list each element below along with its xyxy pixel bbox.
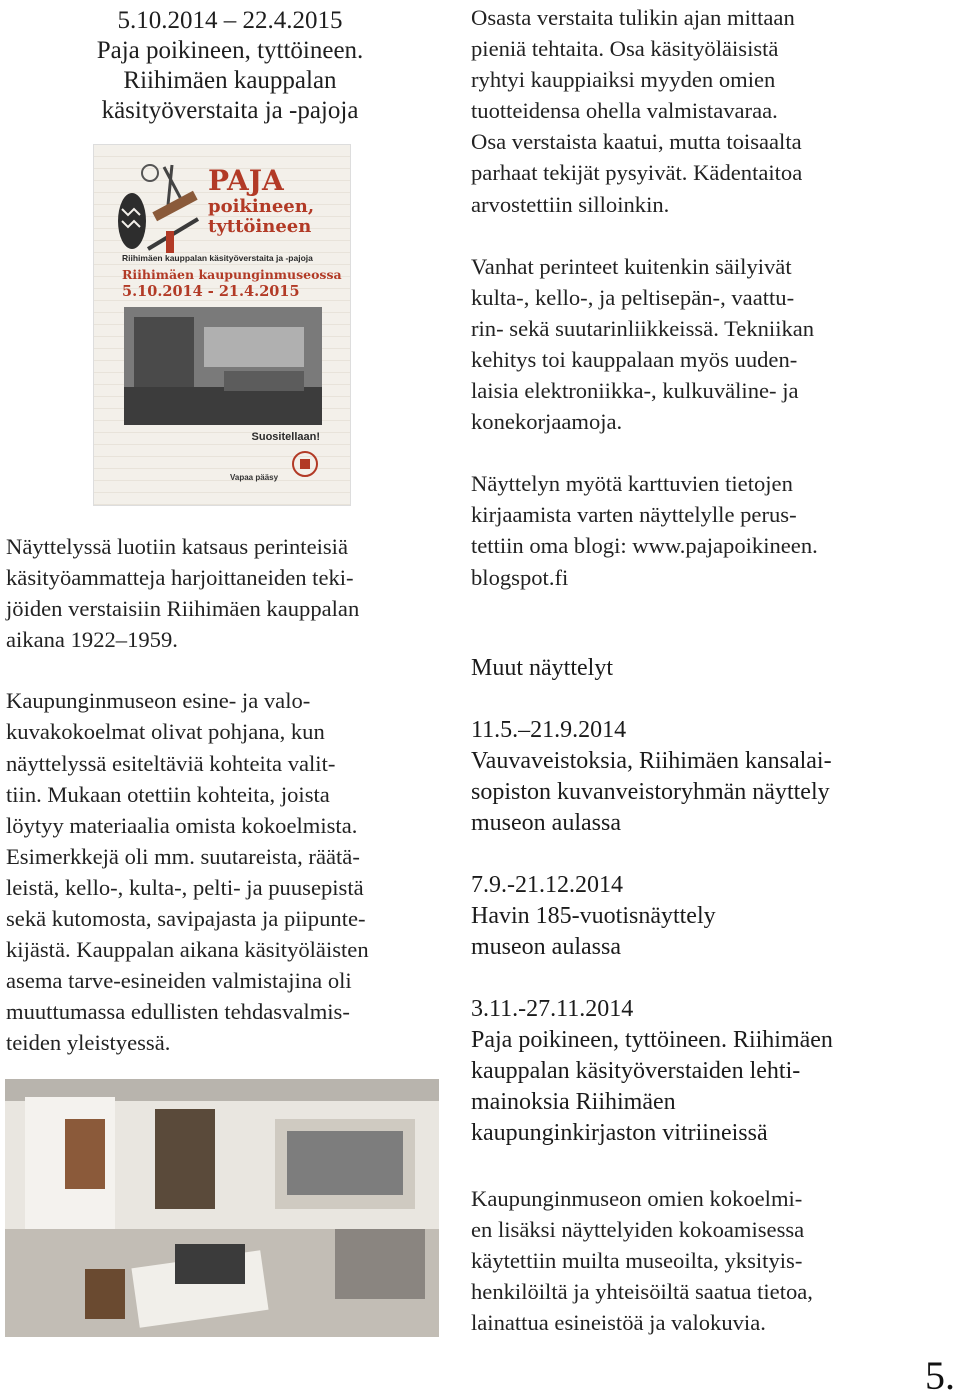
exhibition-line: museon aulassa: [471, 810, 621, 836]
text-line: tiin. Mukaan otettiin kohteita, joista: [6, 781, 330, 807]
poster-venue: Riihimäen kaupunginmuseossa: [122, 267, 342, 282]
text-line: löytyy materiaalia omista kokoelmista.: [6, 812, 358, 838]
text-line: Osa verstaista kaatui, mutta toisaalta: [471, 129, 802, 155]
poster-subtitle-line: poikineen,: [208, 196, 315, 217]
text-line: Kaupunginmuseon esine- ja valo-: [6, 688, 311, 714]
collections-paragraph: [6, 685, 442, 1058]
text-line: Esimerkkejä oli mm. suutareista, räätä-: [6, 843, 360, 869]
poster-welcome: Suositellaan!: [251, 431, 320, 443]
text-line: rin- sekä suutarinliikkeissä. Tekniikan: [471, 315, 815, 341]
text-line: blogspot.fi: [471, 564, 569, 590]
text-line: käytettiin muilta museoilta, yksityis-: [471, 1248, 803, 1274]
text-line: Vanhat perinteet kuitenkin säilyivät: [471, 253, 792, 279]
text-line: arvostettiin silloinkin.: [471, 191, 670, 217]
text-line: Osasta verstaita tulikin ajan mittaan: [471, 5, 795, 30]
text-line: henkilöiltä ja yhteisöiltä saatua tietoa,: [471, 1279, 813, 1305]
text-line: asema tarve-esineiden valmistajina oli: [6, 968, 352, 994]
sources-paragraph: [471, 1183, 951, 1338]
museum-logo-icon: [292, 451, 318, 477]
text-line: kuvakokoelmat olivat pohjana, kun: [6, 719, 325, 745]
other-exhibitions: [471, 653, 951, 1149]
tools-illustration-icon: [112, 161, 204, 257]
poster-subtitle-line: tyttöineen: [208, 216, 312, 237]
poster-free-entry: Vapaa pääsy: [230, 473, 279, 482]
exhibition-poster: [94, 145, 350, 505]
text-line: jöiden verstaisiin Riihimäen kauppalan: [6, 596, 360, 622]
text-line: kulta-, kello-, ja peltisepän-, vaattu-: [471, 284, 795, 310]
exhibition-dates: 11.5.–21.9.2014: [471, 717, 627, 743]
text-line: leistä, kello-, kulta-, pelti- ja puusepistä: [6, 874, 364, 900]
exhibition-line: Vauvaveistoksia, Riihimäen kansalai-: [471, 748, 832, 774]
exhibition-line: kauppalan käsityöverstaiden lehti-: [471, 1058, 801, 1084]
header-title: Paja poikineen, tyttöineen.: [96, 37, 364, 64]
exhibition-line: Havin 185-vuotisnäyttely: [471, 903, 716, 929]
blog-paragraph: [471, 468, 951, 592]
header-subtitle-1: Riihimäen kauppalan: [123, 67, 337, 94]
other-exhibitions-heading: Muut näyttelyt: [471, 655, 613, 681]
text-line: aikana 1922–1959.: [6, 627, 178, 653]
text-line: näyttelyssä esiteltäviä kohteita valit-: [6, 750, 336, 776]
text-line: Näyttelyssä luotiin katsaus perinteisiä: [6, 534, 348, 559]
text-line: Näyttelyn myötä karttuvien tietojen: [471, 471, 793, 497]
poster-subtitle: [208, 197, 314, 237]
text-line: lainattua esineistöä ja valokuvia.: [471, 1310, 766, 1336]
exhibition-line: sopiston kuvanveistoryhmän näyttely: [471, 779, 830, 805]
text-line: laisia elektroniikka-, kulkuväline- ja: [471, 378, 799, 404]
text-line: parhaat tekijät pysyivät. Kädentaitoa: [471, 160, 803, 186]
left-column-text: [6, 531, 442, 1059]
text-line: muuttumassa edullisten tehdasvalmis-: [6, 999, 350, 1025]
text-line: tettiin oma blogi: www.pajapoikineen.: [471, 533, 818, 559]
right-column-text: [471, 2, 951, 593]
header-dates: 5.10.2014 – 22.4.2015: [117, 7, 343, 34]
exhibition-line: mainoksia Riihimäen: [471, 1089, 676, 1115]
exhibition-line: Paja poikineen, tyttöineen. Riihimäen: [471, 1027, 833, 1053]
poster-title: PAJA: [208, 164, 284, 197]
page-header: [60, 6, 400, 126]
traditions-paragraph: [471, 251, 951, 438]
exhibition-item: [471, 994, 951, 1149]
text-line: pieniä tehtaita. Osa käsityöläisistä: [471, 36, 779, 62]
text-line: sekä kutomosta, savipajasta ja piipunte-: [6, 906, 366, 932]
text-line: käsityöammatteja harjoittaneiden teki-: [6, 565, 354, 591]
page-number: 5.: [925, 1353, 955, 1398]
exhibition-item: [471, 715, 951, 839]
text-line: ryhtyi kauppiaiksi myyden omien: [471, 67, 776, 93]
text-line: kijästä. Kauppalan aikana käsityöläisten: [6, 937, 369, 963]
poster-line: Riihimäen kauppalan käsityöverstaita ja -pajoja: [122, 253, 313, 263]
poster-dates: 5.10.2014 - 21.4.2015: [122, 283, 300, 300]
text-line: kehitys toi kauppalaan myös uuden-: [471, 346, 798, 372]
text-line: kirjaamista varten näyttelylle perus-: [471, 502, 797, 528]
text-line: konekorjaamoja.: [471, 409, 623, 435]
poster-workshop-photo: [124, 307, 322, 425]
exhibition-line: kaupunginkirjaston vitriineissä: [471, 1120, 768, 1146]
exhibition-room-photo: [5, 1079, 439, 1337]
exhibition-dates: 3.11.-27.11.2014: [471, 996, 634, 1022]
exhibition-line: museon aulassa: [471, 934, 621, 960]
text-line: Kaupunginmuseon omien kokoelmi-: [471, 1186, 803, 1211]
text-line: tuotteidensa ohella valmistavaraa.: [471, 98, 778, 124]
workshops-paragraph: [471, 2, 951, 220]
exhibition-item: [471, 870, 951, 963]
text-line: teiden yleistyessä.: [6, 1030, 171, 1056]
intro-paragraph: [6, 531, 442, 655]
exhibition-dates: 7.9.-21.12.2014: [471, 872, 623, 898]
text-line: en lisäksi näyttelyiden kokoamisessa: [471, 1217, 805, 1243]
header-subtitle-2: käsityöverstaita ja -pajoja: [101, 97, 359, 124]
